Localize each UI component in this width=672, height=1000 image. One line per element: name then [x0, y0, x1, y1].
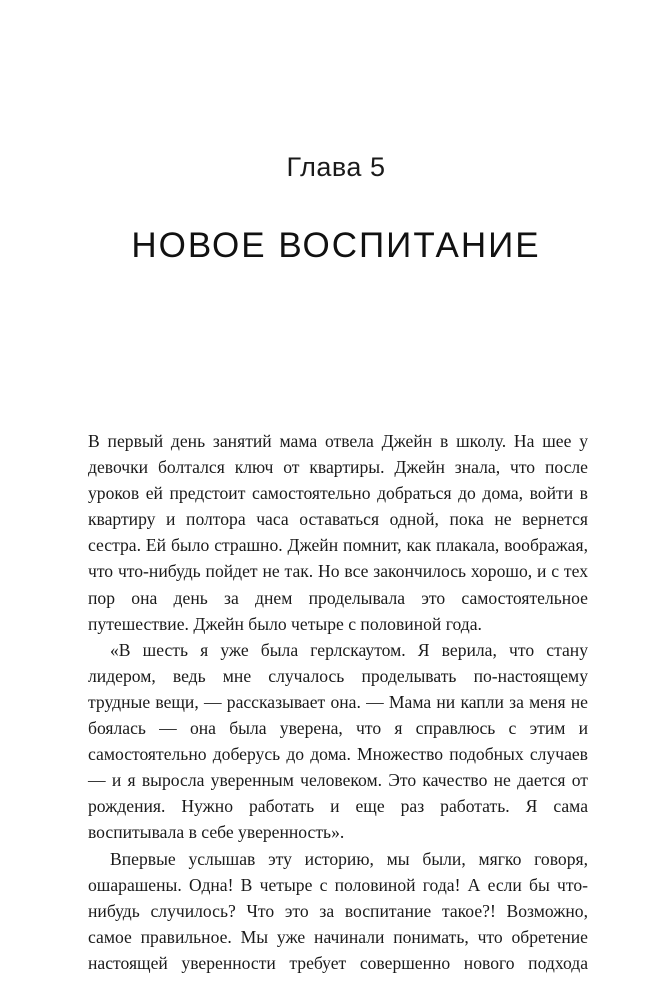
- paragraph-3: Впервые услышав эту историю, мы были, мягко говоря, ошарашены. Одна! В четыре с половиной года! А если бы что-нибудь случилось? Что это за воспитание такое?! Возможно, самое правильное. Мы уже начинали понимать, что обретение настоящей уверенности требует совершенно нового подхода: [88, 848, 588, 973]
- paragraph-2: «В шесть я уже была герлскаутом. Я верила, что стану лидером, ведь мне случалось проделывать по-настоящему трудные вещи, — рассказывает она. — Мама ни капли за меня не боялась — она была уверена, что я справлюсь с этим и самостоятельно доберусь до дома. Множество подобных случаев — и я выросла уверенным человеком. Это качество не дается от рождения. Нужно работать и еще раз работать. Я сама воспитывала в себе уверенность».: [88, 639, 588, 843]
- body-text: [88, 428, 588, 976]
- chapter-title: НОВОЕ ВОСПИТАНИЕ: [131, 226, 541, 265]
- paragraph-1: В первый день занятий мама отвела Джейн в школу. На шее у девочки болтался ключ от квартиры. Джейн знала, что после уроков ей предстоит самостоятельно добраться до дома, войти в квартиру и полтора часа оставаться одной, пока не вернется сестра. Ей было страшно. Джейн помнит, как плакала, воображая, что что-нибудь пойдет не так. Но все закончилось хорошо, и с тех пор она день за днем проделывала это самостоятельное путешествие. Джейн было четыре с половиной года.: [88, 431, 588, 634]
- chapter-label: Глава 5: [286, 152, 386, 182]
